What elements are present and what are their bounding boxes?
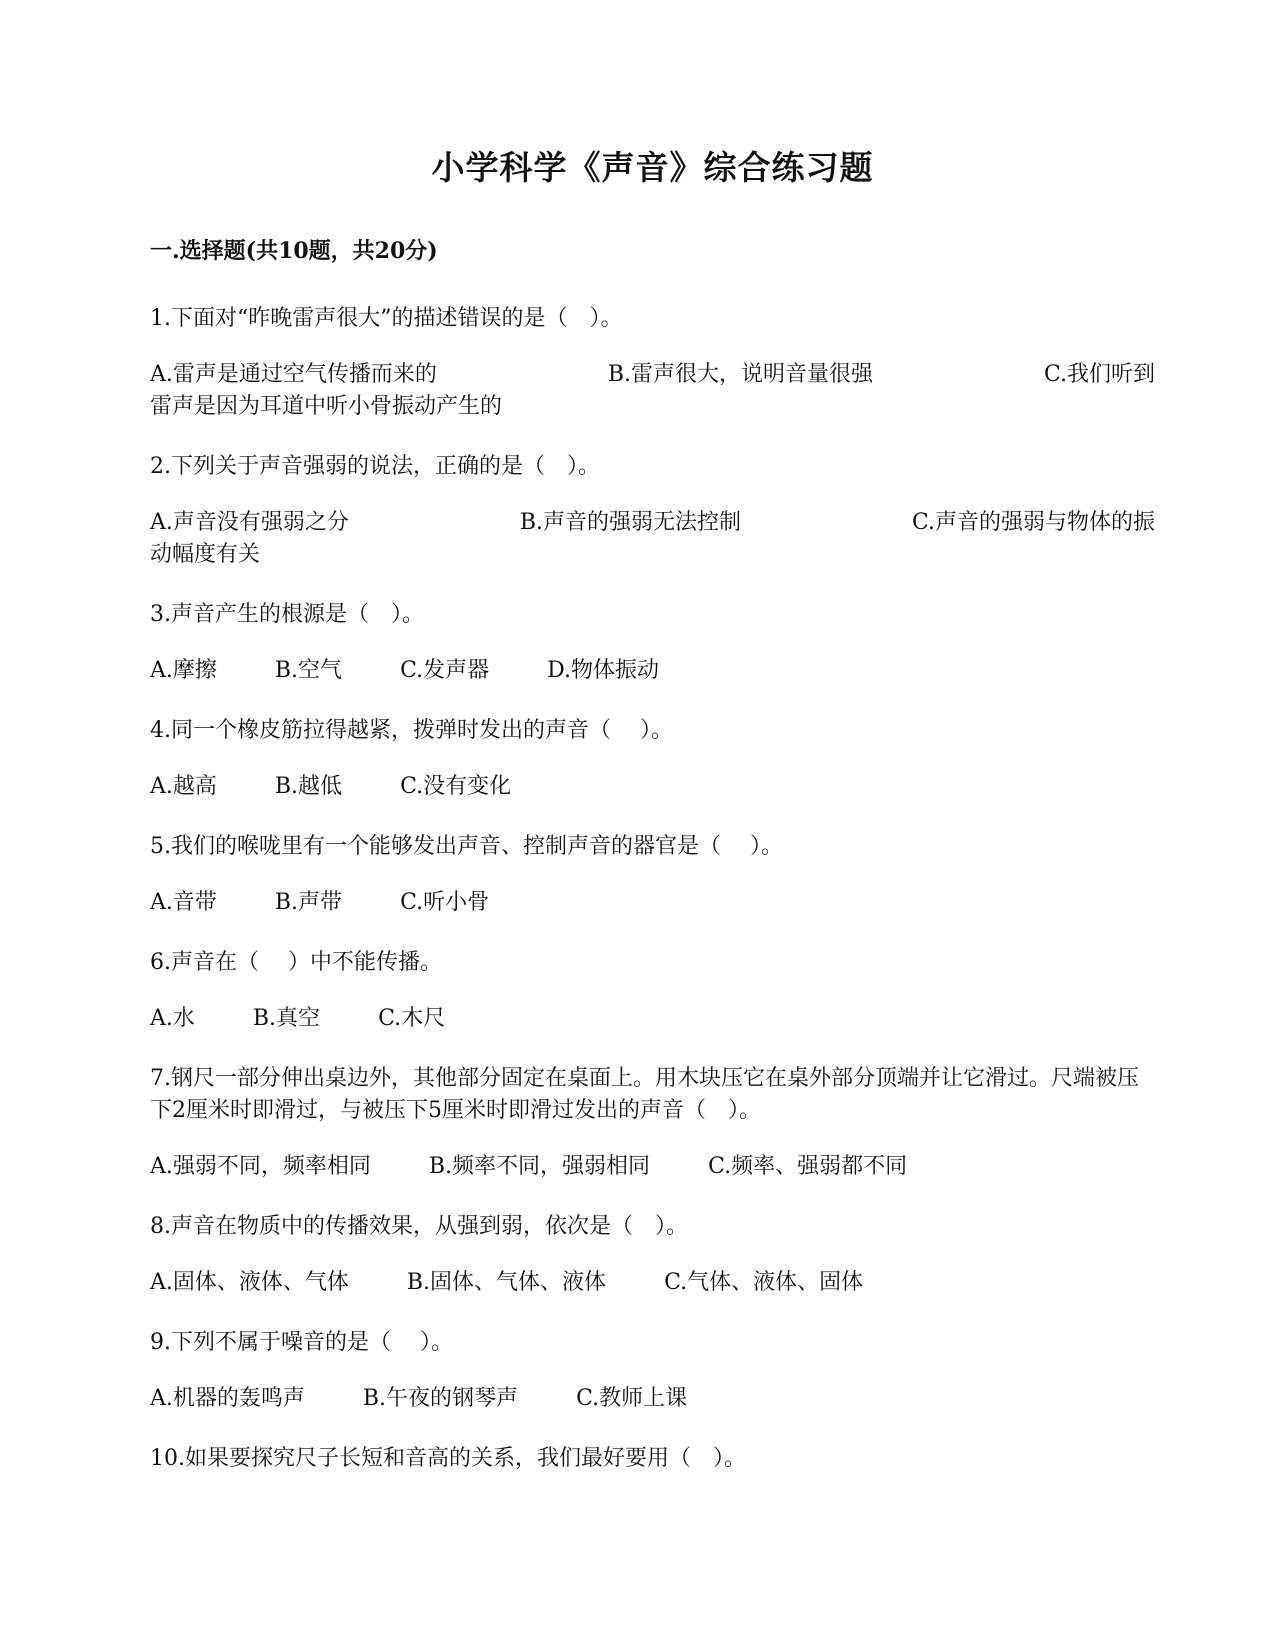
question-item [150, 1211, 1155, 1299]
answer-option: A.声音没有强弱之分 [150, 509, 349, 535]
question-text: 7.钢尺一部分伸出桌边外，其他部分固定在桌面上。用木块压它在桌外部分顶端并让它滑过。尺端被压下2厘米时即滑过，与被压下5厘米时即滑过发出的声音（ ）。 [150, 1065, 1139, 1123]
answer-option: C.声音的强弱与物体的振 [911, 509, 1155, 535]
question-text: 4.同一个橡皮筋拉得越紧，拨弹时发出的声音（ ）。 [150, 717, 673, 743]
answer-option: C.我们听到 [1043, 361, 1155, 387]
answer-option: A.固体、液体、气体 [150, 1269, 349, 1295]
answer-options [150, 1151, 1155, 1183]
question-item [150, 1443, 1155, 1475]
answer-option: C.频率、强弱都不同 [708, 1153, 908, 1179]
question-text: 2.下列关于声音强弱的说法，正确的是（ ）。 [150, 453, 600, 479]
answer-options [150, 1383, 1155, 1415]
answer-options [150, 1267, 1155, 1299]
question-text: 8.声音在物质中的传播效果，从强到弱，依次是（ ）。 [150, 1213, 688, 1239]
question-item [150, 1327, 1155, 1415]
answer-option: B.午夜的钢琴声 [362, 1385, 519, 1411]
answer-option: D.物体振动 [547, 657, 659, 683]
answer-option: B.频率不同，强弱相同 [428, 1153, 651, 1179]
answer-option: A.音带 [150, 889, 217, 915]
question-list [150, 303, 1155, 1475]
question-item [150, 947, 1155, 1035]
question-text: 10.如果要探究尺子长短和音高的关系，我们最好要用（ ）。 [150, 1445, 746, 1471]
answer-option: A.越高 [150, 773, 217, 799]
answer-option: C.发声器 [400, 657, 490, 683]
question-text: 1.下面对“昨晚雷声很大”的描述错误的是（ ）。 [150, 305, 623, 331]
page-title: 小学科学《声音》综合练习题 [431, 148, 874, 187]
answer-option: B.声音的强弱无法控制 [519, 509, 741, 535]
answer-options [150, 1003, 1155, 1035]
question-text: 5.我们的喉咙里有一个能够发出声音、控制声音的器官是（ ）。 [150, 833, 783, 859]
answer-option: B.空气 [274, 657, 343, 683]
answer-options [150, 359, 1155, 423]
answer-options [150, 887, 1155, 919]
answer-option: B.固体、气体、液体 [406, 1269, 607, 1295]
section-heading: 一.选择题(共10题，共20分) [150, 238, 438, 265]
question-text: 6.声音在（ ）中不能传播。 [150, 949, 442, 975]
answer-options [150, 771, 1155, 803]
answer-option-continuation: 雷声是因为耳道中听小骨振动产生的 [150, 393, 503, 419]
answer-option: A.摩擦 [150, 657, 217, 683]
answer-option: B.真空 [252, 1005, 321, 1031]
answer-option: A.机器的轰鸣声 [150, 1385, 305, 1411]
question-item [150, 599, 1155, 687]
answer-option-continuation: 动幅度有关 [150, 541, 261, 567]
answer-option: B.声带 [274, 889, 343, 915]
answer-options [150, 655, 1155, 687]
answer-option: C.没有变化 [400, 773, 512, 799]
answer-option: B.雷声很大，说明音量很强 [607, 361, 873, 387]
answer-option: A.水 [150, 1005, 195, 1031]
answer-option: C.教师上课 [576, 1385, 688, 1411]
question-text: 9.下列不属于噪音的是（ ）。 [150, 1329, 453, 1355]
answer-option: C.气体、液体、固体 [664, 1269, 864, 1295]
answer-option: A.强弱不同，频率相同 [150, 1153, 371, 1179]
question-item [150, 451, 1155, 571]
answer-options [150, 507, 1155, 571]
answer-option: C.听小骨 [400, 889, 490, 915]
answer-option: C.木尺 [378, 1005, 446, 1031]
question-item [150, 303, 1155, 423]
question-item [150, 715, 1155, 803]
answer-option: A.雷声是通过空气传播而来的 [150, 361, 437, 387]
question-text: 3.声音产生的根源是（ ）。 [150, 601, 424, 627]
question-item [150, 1063, 1155, 1183]
answer-option: B.越低 [274, 773, 343, 799]
question-item [150, 831, 1155, 919]
